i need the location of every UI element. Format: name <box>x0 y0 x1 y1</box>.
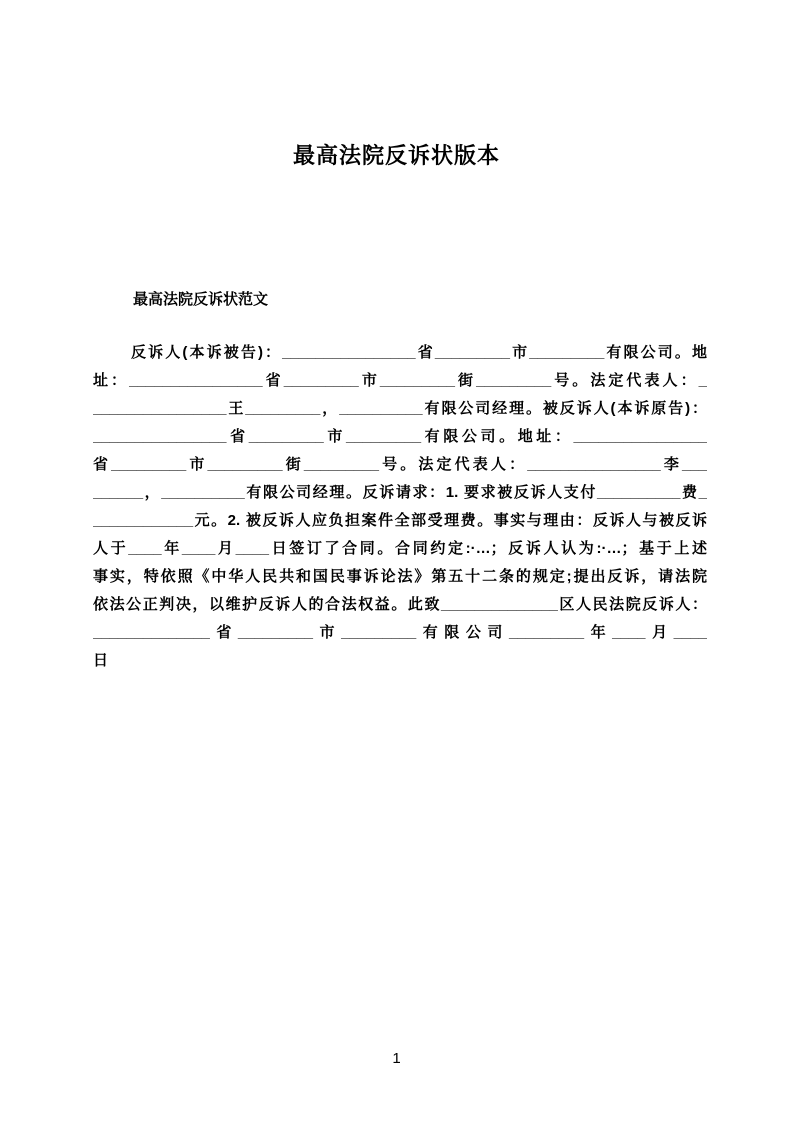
body-line: ______________省_________市_________有限公司_________年____月____ <box>93 624 707 641</box>
body-line: ____________元。2. 被反诉人应负担案件全部受理费。事实与理由：反诉人与被反诉 <box>93 512 707 529</box>
document-subtitle: 最高法院反诉状范文 <box>133 291 269 308</box>
body-line: ________________王_________，__________有限公司经理。被反诉人(本诉原告)： <box>93 400 707 417</box>
page-number: 1 <box>392 1050 401 1067</box>
document-title: 最高法院反诉状版本 <box>292 143 500 168</box>
body-line: 址：________________省_________市_________街_________号。法定代表人：_ <box>93 372 707 389</box>
body-line: 日 <box>93 652 109 669</box>
body-line: 反诉人(本诉被告)：________________省_________市_________有限公司。地 <box>131 344 707 361</box>
body-line: ______，__________有限公司经理。反诉请求：1. 要求被反诉人支付__________费_ <box>93 484 707 501</box>
body-line: 依法公正判决，以维护反诉人的合法权益。此致______________区人民法院反诉人： <box>93 596 707 613</box>
body-line: ________________省_________市_________有限公司。地址：________________ <box>93 428 707 445</box>
body-line: 省_________市_________街_________号。法定代表人：________________李___ <box>93 456 707 473</box>
body-line: 事实，特依照《中华人民共和国民事诉论法》第五十二条的规定;提出反诉，请法院 <box>93 568 707 585</box>
body-line: 人于____年____月____日签订了合同。合同约定:·…；反诉人认为:·…；基于上述 <box>93 540 707 557</box>
document-body <box>93 339 707 675</box>
